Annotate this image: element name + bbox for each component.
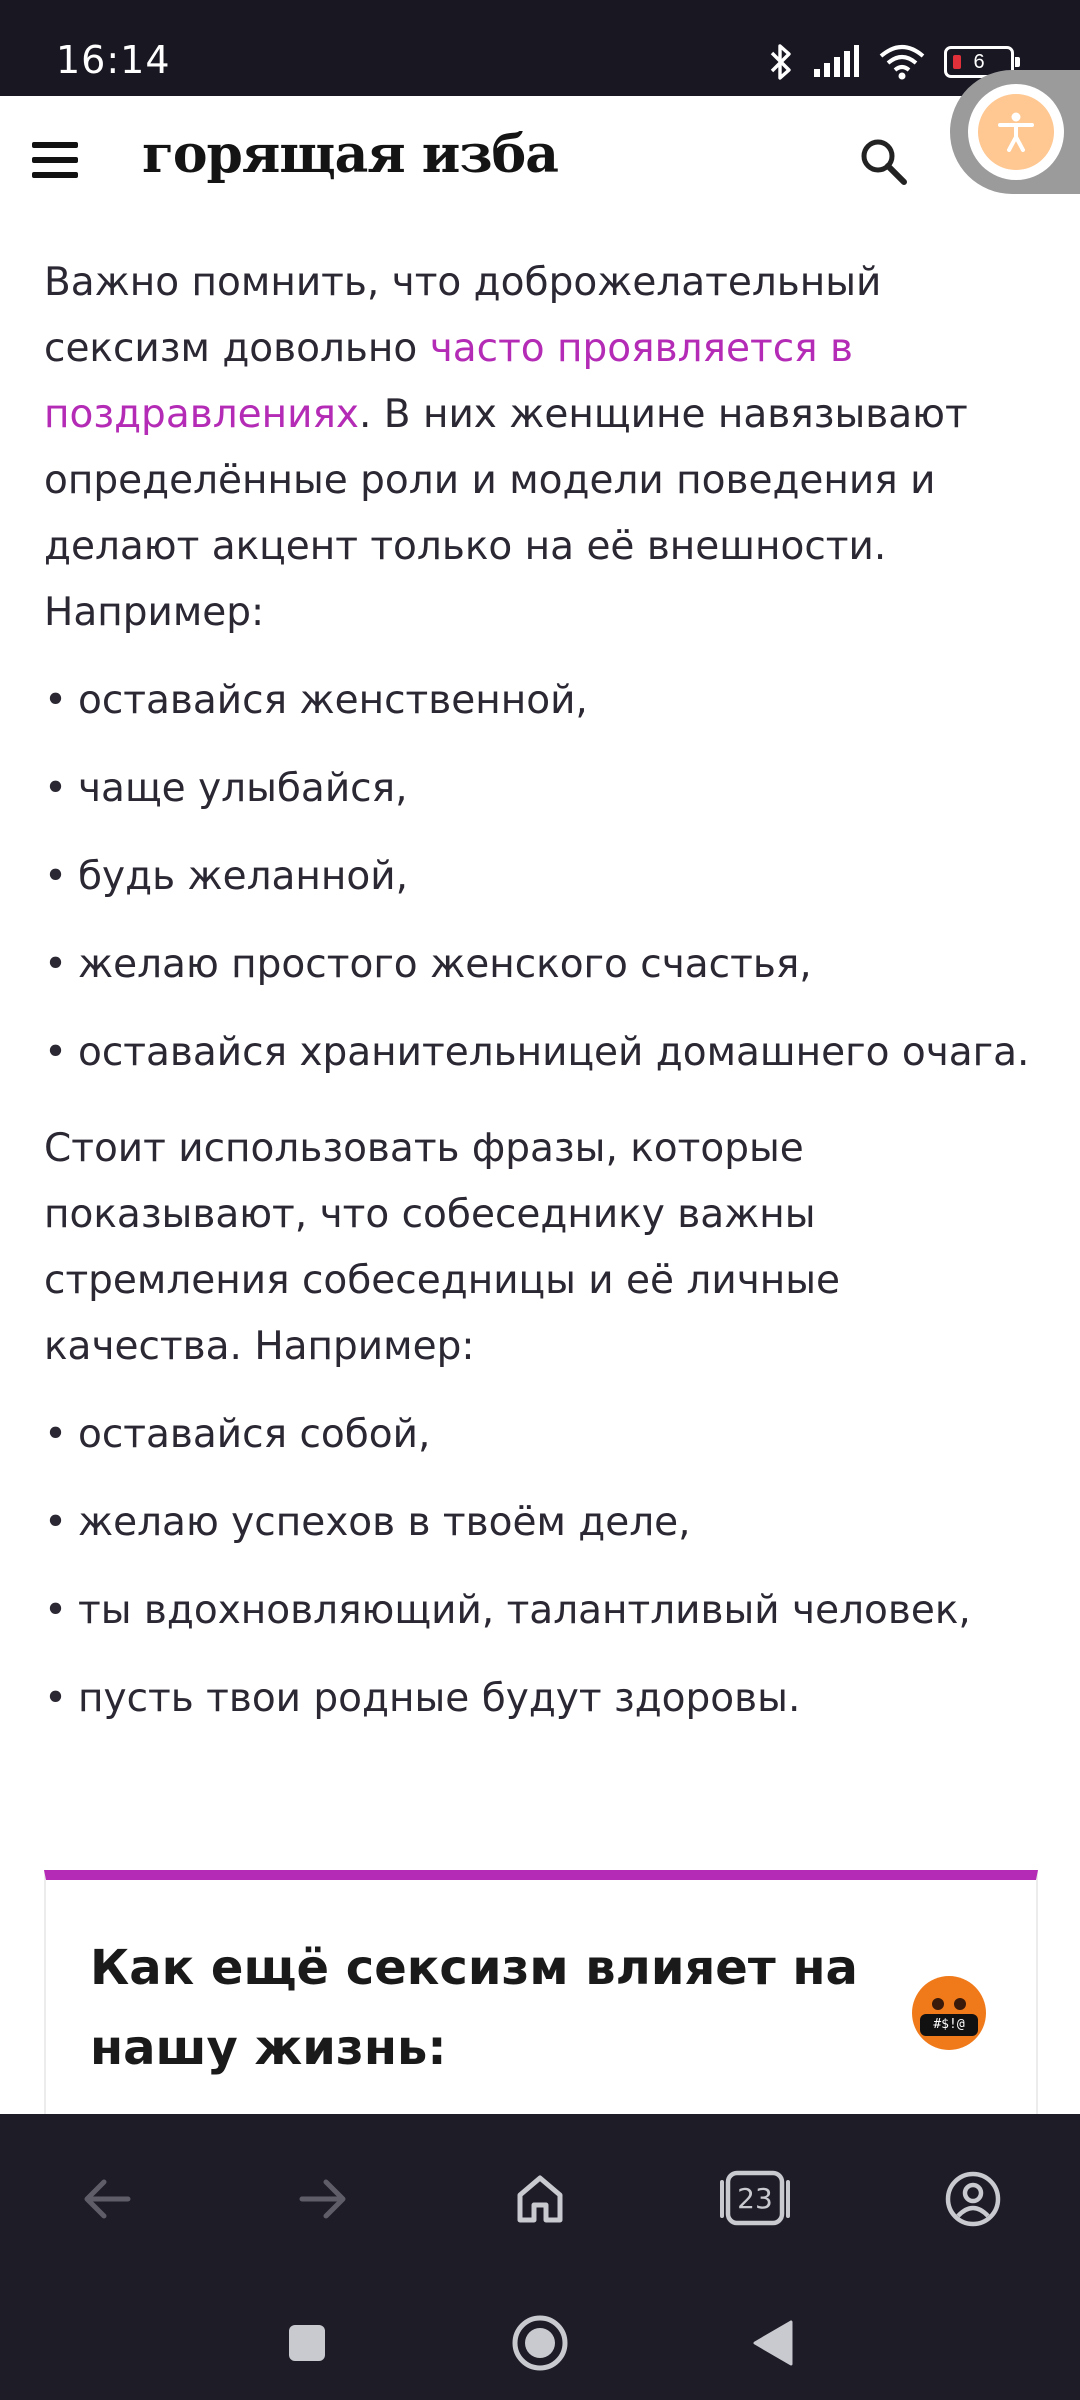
- profile-icon: [944, 2170, 1002, 2228]
- accessibility-widget[interactable]: [950, 70, 1080, 194]
- list-item: • оставайся собой,: [44, 1402, 1040, 1468]
- home-icon: [515, 2173, 565, 2225]
- article-paragraph: [44, 250, 1040, 646]
- list-item: • желаю успехов в твоём деле,: [44, 1490, 1040, 1556]
- recents-icon: [286, 2322, 328, 2364]
- site-header: [0, 96, 1080, 226]
- paragraph-text: Важно помнить, что доброжелательный сексизм довольно: [44, 260, 882, 371]
- list-item: • ты вдохновляющий, талантливый человек,: [44, 1578, 1040, 1644]
- system-home-button[interactable]: [505, 2308, 575, 2378]
- status-time: 16:14: [56, 38, 171, 82]
- accessibility-button[interactable]: [968, 84, 1064, 180]
- system-navigation-bar: [0, 2284, 1080, 2400]
- angry-face-icon: [912, 1976, 986, 2050]
- article-paragraph: Стоит использовать фразы, которые показывают, что собеседнику важны стремления собеседницы и её личные качества. Например:: [44, 1126, 841, 1369]
- back-triangle-icon: [751, 2318, 795, 2368]
- recents-button[interactable]: [272, 2308, 342, 2378]
- article-body: [44, 250, 1040, 1754]
- home-button[interactable]: [505, 2164, 575, 2234]
- profile-button[interactable]: [938, 2164, 1008, 2234]
- browser-toolbar: [0, 2114, 1080, 2284]
- article-link[interactable]: часто проявляется в поздравлениях: [44, 326, 853, 437]
- bluetooth-icon: [768, 42, 794, 82]
- bullet-list: [44, 1402, 1040, 1732]
- wifi-icon: [878, 44, 926, 80]
- tab-count: 23: [737, 2182, 773, 2215]
- tabs-button[interactable]: [720, 2164, 790, 2234]
- status-bar: [0, 0, 1080, 96]
- list-item: • чаще улыбайся,: [44, 756, 1040, 822]
- back-button[interactable]: [72, 2164, 142, 2234]
- system-back-button[interactable]: [738, 2308, 808, 2378]
- home-circle-icon: [511, 2314, 569, 2372]
- back-icon: [82, 2177, 132, 2221]
- bullet-list: [44, 668, 1040, 1086]
- accessibility-icon: [994, 110, 1038, 154]
- site-logo[interactable]: горящая изба: [142, 124, 558, 185]
- card-title: Как ещё сексизм влияет на нашу жизнь:: [90, 1940, 858, 2076]
- signal-icon: [812, 45, 860, 79]
- emoji-symbols: #$!@: [920, 2014, 978, 2036]
- menu-icon[interactable]: [32, 142, 78, 178]
- list-item: • будь желанной,: [44, 844, 1040, 910]
- battery-level: 6: [973, 50, 985, 73]
- list-item: • желаю простого женского счастья,: [44, 932, 1040, 998]
- forward-icon: [298, 2177, 348, 2221]
- list-item: • оставайся хранительницей домашнего очага.: [44, 1020, 1040, 1086]
- related-card[interactable]: [44, 1870, 1038, 2130]
- forward-button[interactable]: [288, 2164, 358, 2234]
- list-item: • пусть твои родные будут здоровы.: [44, 1666, 1040, 1732]
- search-icon[interactable]: [858, 136, 910, 188]
- list-item: • оставайся женственной,: [44, 668, 1040, 734]
- paragraph-text: . В них женщине навязывают определённые роли и модели поведения и делают акцент только на её внешности. Например:: [44, 392, 968, 635]
